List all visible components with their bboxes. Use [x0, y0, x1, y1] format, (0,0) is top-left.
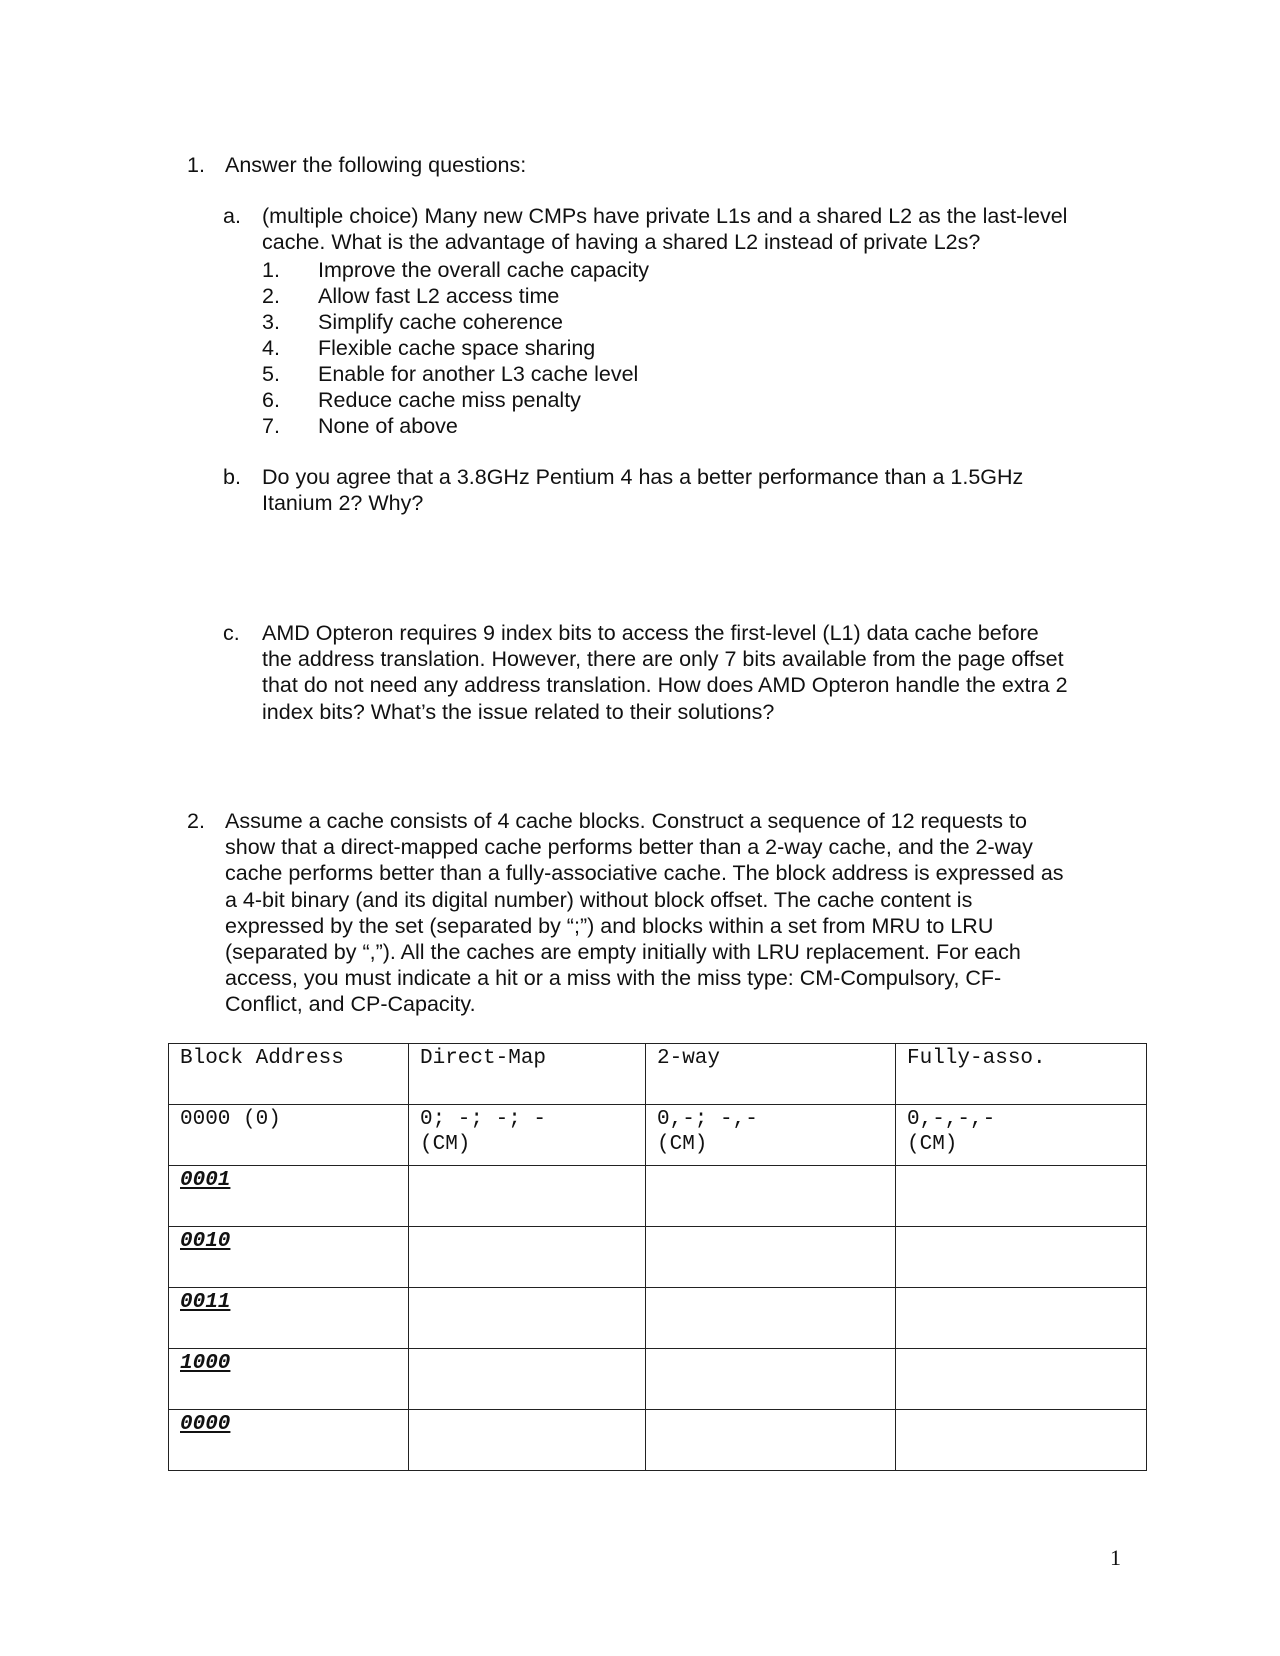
- question-2-line: (separated by “,”). All the caches are empty initially with LRU replacement. For each: [225, 940, 1021, 965]
- question-2-number: 2.: [187, 809, 205, 833]
- direct-map-cell[interactable]: [409, 1349, 646, 1410]
- address-cell: 0001: [169, 1166, 409, 1227]
- question-1a-line-2: cache. What is the advantage of having a shared L2 instead of private L2s?: [262, 230, 981, 255]
- question-1c-line-4: index bits? What’s the issue related to their solutions?: [262, 699, 775, 724]
- question-2-line: access, you must indicate a hit or a miss with the miss type: CM-Compulsory, CF-: [225, 966, 1002, 991]
- question-2-line: Conflict, and CP-Capacity.: [225, 992, 476, 1017]
- fully-asso-cell[interactable]: 0,-,-,- (CM): [896, 1105, 1147, 1166]
- question-1c-text: [262, 620, 1142, 725]
- option-1: 1. Improve the overall cache capacity: [262, 258, 650, 282]
- option-2: 2. Allow fast L2 access time: [262, 284, 560, 308]
- question-1c-line-1: AMD Opteron requires 9 index bits to access the first-level (L1) data cache before: [262, 621, 1039, 645]
- option-4: 4. Flexible cache space sharing: [262, 336, 596, 360]
- question-1c-line-2: the address translation. However, there are only 7 bits available from the page offset: [262, 647, 1064, 672]
- two-way-cell[interactable]: [646, 1166, 896, 1227]
- option-5: 5. Enable for another L3 cache level: [262, 362, 639, 386]
- direct-map-cell[interactable]: [409, 1288, 646, 1349]
- header-fully-asso: Fully-asso.: [896, 1044, 1147, 1105]
- question-1b-line-2: Itanium 2? Why?: [262, 491, 424, 516]
- two-way-cell[interactable]: 0,-; -,- (CM): [646, 1105, 896, 1166]
- header-direct-map: Direct-Map: [409, 1044, 646, 1105]
- question-1-number: 1.: [187, 153, 205, 177]
- table-row: [169, 1105, 1147, 1166]
- question-1b-letter: b.: [223, 465, 241, 489]
- direct-map-cell[interactable]: [409, 1227, 646, 1288]
- two-way-cell[interactable]: [646, 1349, 896, 1410]
- table-header-row: [169, 1044, 1147, 1105]
- two-way-cell[interactable]: [646, 1410, 896, 1471]
- direct-map-cell[interactable]: [409, 1166, 646, 1227]
- fully-asso-cell[interactable]: [896, 1410, 1147, 1471]
- direct-map-cell[interactable]: [409, 1410, 646, 1471]
- address-cell: 0011: [169, 1288, 409, 1349]
- two-way-cell[interactable]: [646, 1288, 896, 1349]
- header-2-way: 2-way: [646, 1044, 896, 1105]
- table-row: [169, 1410, 1147, 1471]
- fully-asso-cell[interactable]: [896, 1288, 1147, 1349]
- table-row: [169, 1349, 1147, 1410]
- question-2-line: expressed by the set (separated by “;”) and blocks within a set from MRU to LRU: [225, 913, 994, 938]
- address-cell: 0000 (0): [169, 1105, 409, 1166]
- address-cell: 0000: [169, 1410, 409, 1471]
- question-1a-options: [262, 257, 649, 439]
- table-row: [169, 1227, 1147, 1288]
- question-2-line: a 4-bit binary (and its digital number) without block offset. The cache content is: [225, 887, 973, 912]
- question-1b-text: [262, 464, 1142, 516]
- question-1a-line-1: (multiple choice) Many new CMPs have private L1s and a shared L2 as the last-level: [262, 204, 1068, 228]
- address-cell: 1000: [169, 1349, 409, 1410]
- question-1a-text: [262, 203, 1142, 255]
- page-number: 1: [1110, 1545, 1121, 1570]
- option-6: 6. Reduce cache miss penalty: [262, 388, 581, 412]
- option-3: 3. Simplify cache coherence: [262, 310, 563, 334]
- option-7: 7. None of above: [262, 414, 458, 438]
- question-2-text: [225, 808, 1125, 1018]
- question-1a-letter: a.: [223, 204, 241, 228]
- header-block-address: Block Address: [169, 1044, 409, 1105]
- question-1b-line-1: Do you agree that a 3.8GHz Pentium 4 has a better performance than a 1.5GHz: [262, 465, 1024, 489]
- fully-asso-cell[interactable]: [896, 1227, 1147, 1288]
- fully-asso-cell[interactable]: [896, 1349, 1147, 1410]
- direct-map-cell[interactable]: 0; -; -; - (CM): [409, 1105, 646, 1166]
- question-2-line: show that a direct-mapped cache performs better than a 2-way cache, and the 2-way: [225, 835, 1033, 860]
- question-1-prompt: Answer the following questions:: [225, 153, 527, 177]
- table-row: [169, 1166, 1147, 1227]
- two-way-cell[interactable]: [646, 1227, 896, 1288]
- question-2-line: Assume a cache consists of 4 cache blocks. Construct a sequence of 12 requests to: [225, 809, 1027, 833]
- cache-table: [168, 1043, 1147, 1471]
- question-1c-line-3: that do not need any address translation. How does AMD Opteron handle the extra 2: [262, 673, 1068, 698]
- address-cell: 0010: [169, 1227, 409, 1288]
- table-row: [169, 1288, 1147, 1349]
- question-1c-letter: c.: [223, 621, 240, 645]
- fully-asso-cell[interactable]: [896, 1166, 1147, 1227]
- question-2-line: cache performs better than a fully-associative cache. The block address is expressed as: [225, 861, 1064, 886]
